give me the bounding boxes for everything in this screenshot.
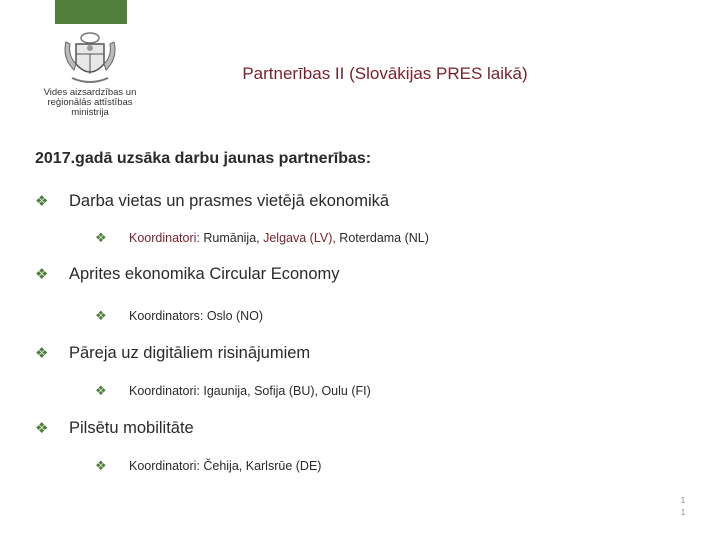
- coordinator-label: Koordinatori:: [129, 231, 200, 245]
- list-item: [35, 192, 389, 211]
- logo-text-line-3: ministrija: [71, 107, 109, 118]
- list-item-label: Pilsētu mobilitāte: [69, 419, 194, 437]
- page-number-line-1: 1: [680, 496, 686, 505]
- ministry-logo: [40, 30, 140, 126]
- page-number-line-2: 1: [680, 508, 686, 517]
- list-item: [35, 344, 310, 363]
- coordinator-line: [95, 308, 263, 324]
- diamond-bullet-icon: ❖: [95, 458, 107, 473]
- list-item: [35, 265, 340, 284]
- list-item-label: Pāreja uz digitāliem risinājumiem: [69, 344, 311, 362]
- diamond-bullet-icon: ❖: [95, 230, 107, 245]
- diamond-bullet-icon: ❖: [35, 420, 49, 437]
- list-item-label: Aprites ekonomika Circular Economy: [69, 265, 340, 283]
- coordinator-text: Koordinators: Oslo (NO): [129, 309, 264, 323]
- list-item-label: Darba vietas un prasmes vietējā ekonomikā: [69, 192, 390, 210]
- logo-text-line-1: Vides aizsardzības un: [43, 87, 137, 98]
- coordinator-highlight: Jelgava (LV),: [263, 231, 336, 245]
- page-number: [676, 495, 690, 519]
- diamond-bullet-icon: ❖: [35, 266, 49, 283]
- coordinator-text: Koordinatori: Čehija, Karlsrūe (DE): [129, 459, 322, 473]
- coordinator-part-b: Roterdama (NL): [335, 231, 429, 245]
- list-item: [35, 419, 194, 438]
- logo-text-line-2: reģionālās attīstības: [47, 97, 133, 108]
- diamond-bullet-icon: ❖: [35, 345, 49, 362]
- coordinator-text: [129, 231, 429, 245]
- coordinator-line: [95, 458, 321, 474]
- diamond-bullet-icon: ❖: [35, 193, 49, 210]
- coordinator-text: Koordinatori: Igaunija, Sofija (BU), Oulu (FI): [129, 384, 371, 398]
- header-green-bar: [55, 0, 127, 24]
- diamond-bullet-icon: ❖: [95, 308, 107, 323]
- intro-text: 2017.gadā uzsāka darbu jaunas partnerības:: [35, 150, 372, 167]
- coordinator-part-a: Rumānija,: [199, 231, 264, 245]
- page-title: Partnerības II (Slovākijas PRES laikā): [242, 64, 528, 83]
- coordinator-line: [95, 230, 429, 246]
- coat-of-arms-icon: [62, 30, 118, 86]
- coordinator-line: [95, 383, 371, 399]
- diamond-bullet-icon: ❖: [95, 383, 107, 398]
